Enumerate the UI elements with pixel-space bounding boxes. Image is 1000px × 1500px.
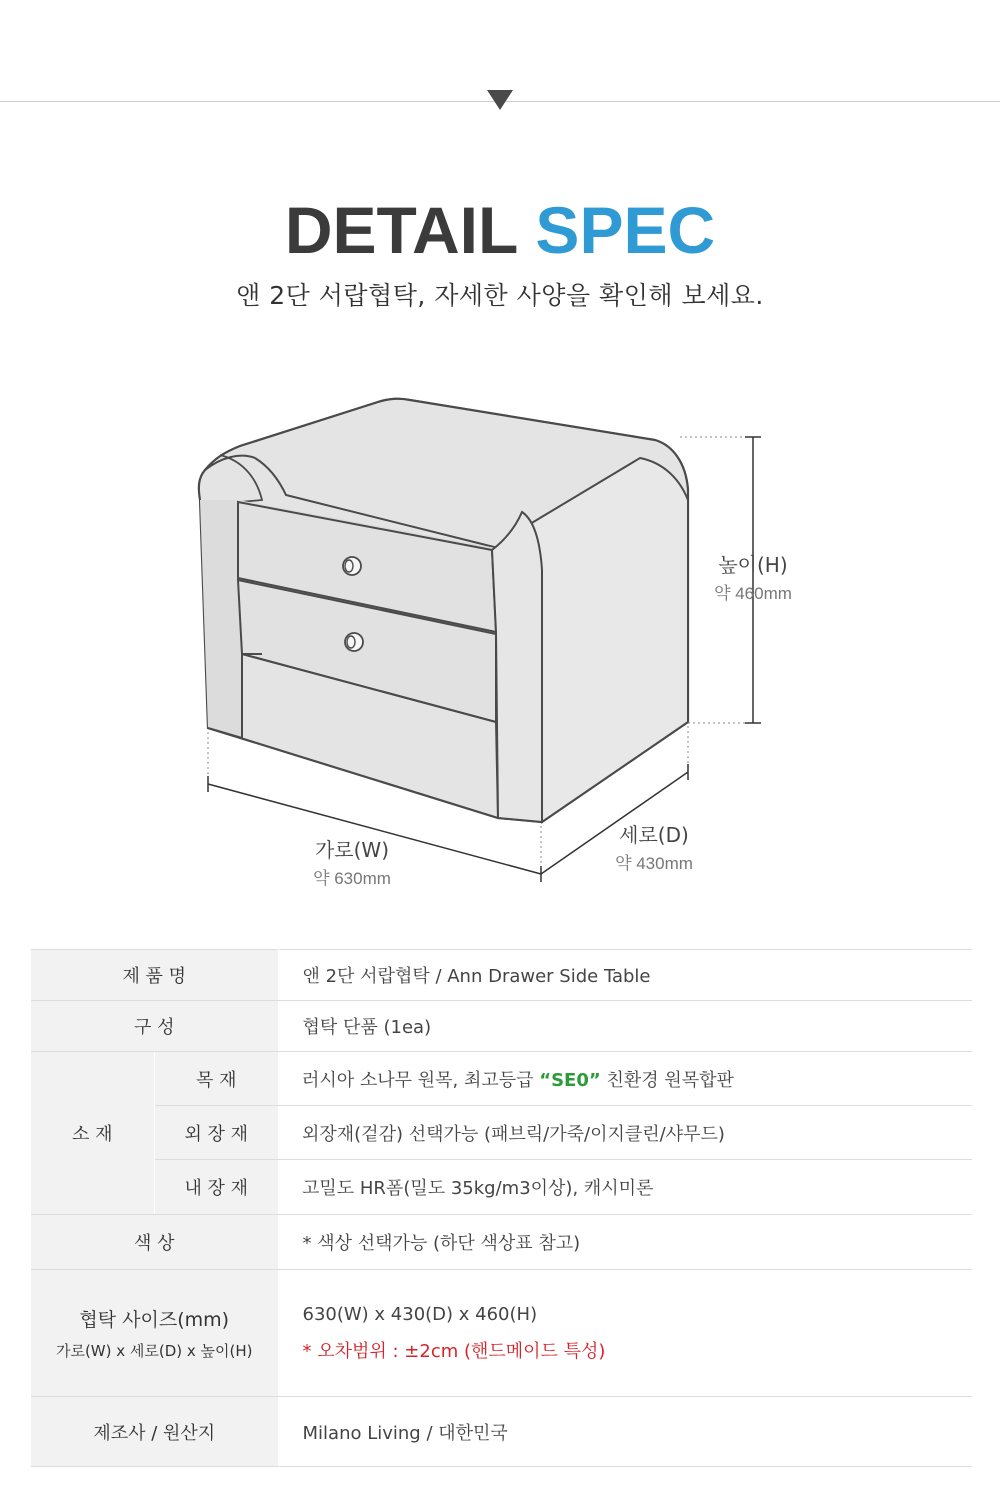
- page-subtitle: 앤 2단 서랍협탁, 자세한 사양을 확인해 보세요.: [236, 281, 764, 310]
- inner-material-label: 내 장 재: [154, 1160, 278, 1215]
- depth-label: 세로(D): [619, 823, 689, 847]
- wood-label: 목 재: [154, 1052, 278, 1106]
- drawer-knob-icon: [343, 557, 361, 575]
- color-label: 색 상: [31, 1215, 278, 1270]
- width-value: 약 630mm: [313, 869, 391, 888]
- table-row: [31, 1397, 972, 1467]
- page-title: [0, 190, 1000, 270]
- wood-value-suffix: 친환경 원목합판: [600, 1069, 734, 1091]
- inner-material-value: 고밀도 HR폼(밀도 35kg/m3이상), 캐시미론: [278, 1160, 972, 1215]
- depth-value: 약 430mm: [615, 854, 693, 873]
- product-name-label: 제 품 명: [31, 950, 278, 1001]
- table-row: [31, 1270, 972, 1397]
- outer-material-label: 외 장 재: [154, 1106, 278, 1160]
- table-row: [31, 1052, 972, 1106]
- product-name-value: 앤 2단 서랍협탁 / Ann Drawer Side Table: [278, 950, 972, 1001]
- table-row: [31, 1001, 972, 1052]
- table-row: [31, 1160, 972, 1215]
- height-label: 높이(H): [718, 553, 788, 577]
- size-value-dimensions: 630(W) x 430(D) x 460(H): [302, 1303, 538, 1325]
- down-arrow-icon: [0, 90, 1000, 117]
- wood-value-prefix: 러시아 소나무 원목, 최고등급: [302, 1069, 540, 1091]
- title-part-accent: SPEC: [535, 193, 716, 267]
- side-table-illustration: [0, 380, 1000, 900]
- product-dimension-diagram: [0, 380, 1000, 900]
- spec-table: [31, 949, 972, 1467]
- height-value: 약 460mm: [714, 584, 792, 603]
- drawer-knob-icon: [345, 633, 363, 651]
- size-value-tolerance: * 오차범위 : ±2cm (핸드메이드 특성): [302, 1340, 606, 1362]
- composition-value: 협탁 단품 (1ea): [278, 1001, 972, 1052]
- size-label: [31, 1270, 278, 1397]
- color-value: * 색상 선택가능 (하단 색상표 참고): [278, 1215, 972, 1270]
- maker-value: Milano Living / 대한민국: [278, 1397, 972, 1467]
- table-row: [31, 1215, 972, 1270]
- title-part-dark: DETAIL: [284, 193, 518, 267]
- wood-grade-highlight: “SE0”: [539, 1069, 601, 1091]
- outer-material-value: 외장재(겉감) 선택가능 (패브릭/가죽/이지클린/샤무드): [278, 1106, 972, 1160]
- material-label: 소 재: [31, 1052, 154, 1215]
- size-label-main: 협탁 사이즈(mm): [79, 1309, 230, 1331]
- size-label-sub: 가로(W) x 세로(D) x 높이(H): [55, 1342, 253, 1360]
- size-value: [278, 1270, 972, 1397]
- maker-label: 제조사 / 원산지: [31, 1397, 278, 1467]
- table-row: [31, 1106, 972, 1160]
- table-row: [31, 950, 972, 1001]
- wood-value: [278, 1052, 972, 1106]
- composition-label: 구 성: [31, 1001, 278, 1052]
- width-label: 가로(W): [314, 838, 390, 862]
